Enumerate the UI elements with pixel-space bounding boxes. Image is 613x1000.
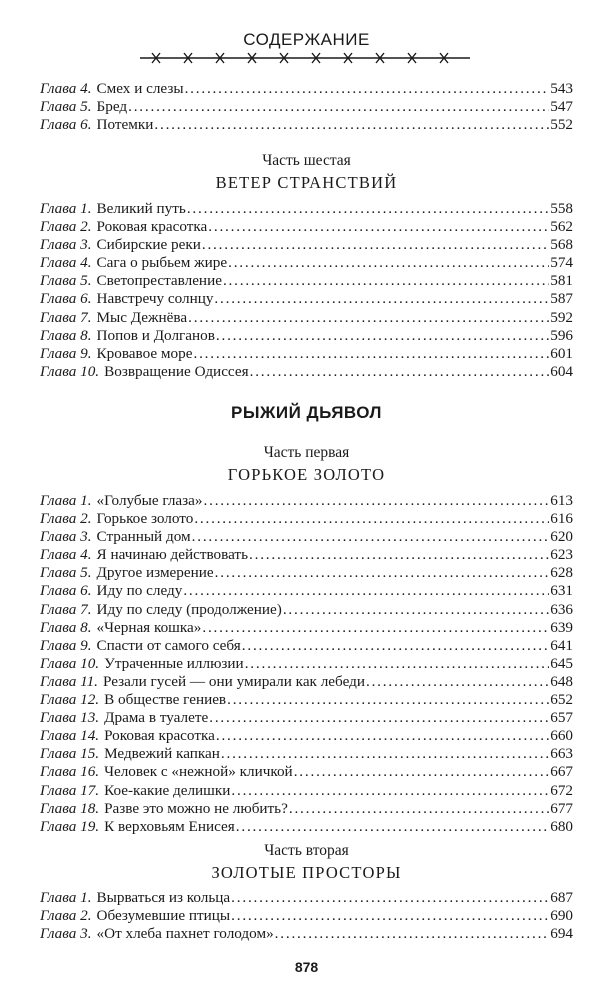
chapter-label: Глава 6. [40,582,92,600]
page-ref: 623 [550,546,573,564]
dot-leader [231,907,549,925]
part-title: ВЕТЕР СТРАНСТВИЙ [215,173,398,192]
page-ref: 568 [550,236,573,254]
toc-entry [40,782,573,800]
dot-leader [221,745,549,763]
chapter-label: Глава 14. [40,727,100,745]
chapter-label: Глава 11. [40,672,98,690]
chapter-label: Глава 4. [40,80,92,97]
page-ref: 636 [550,600,573,618]
toc-entry [40,889,573,907]
chapter-label: Глава 1. [40,200,92,217]
toc-block-continued [40,80,573,134]
page-ref: 616 [550,510,573,528]
chapter-title: Иду по следу (продолжение) [96,600,282,618]
dot-leader [223,272,549,290]
page-ref: 663 [550,745,573,763]
dot-leader [128,98,549,116]
toc-entry [40,345,573,363]
chapter-label: Глава 4. [40,254,92,272]
dot-leader [216,727,549,745]
toc-entry [40,528,573,546]
toc-entry [40,98,573,116]
chapter-label: Глава 7. [40,308,92,326]
dot-leader [154,116,549,134]
dot-leader [283,601,549,619]
page-ref: 592 [550,308,573,326]
page-ref: 631 [550,582,573,600]
page-ref: 648 [550,672,573,690]
dot-leader [193,345,549,363]
toc-entry [40,745,573,763]
toc-entry [40,727,573,745]
chapter-label: Глава 6. [40,290,92,308]
chapter-title: Кровавое море [96,344,193,362]
chapter-label: Глава 2. [40,510,92,528]
chapter-title: Бред [96,98,128,116]
chapter-label: Глава 19. [40,817,100,835]
toc-entry [40,272,573,290]
chapter-title: Драма в туалете [104,709,209,727]
chapter-label: Глава 6. [40,116,92,134]
dot-leader [208,218,549,236]
page-ref: 628 [550,564,573,582]
page-ref: 620 [550,528,573,546]
chapter-label: Глава 5. [40,272,92,290]
toc-entry [40,925,573,943]
chapter-label: Глава 17. [40,781,100,799]
chapter-title: В обществе гениев [104,691,227,709]
toc-entry [40,510,573,528]
chapter-title: Я начинаю действовать [96,546,248,564]
part-title: ГОРЬКОЕ ЗОЛОТО [227,465,386,484]
dot-leader [236,818,549,836]
dot-leader [245,655,550,673]
chapter-title: Роковая красотка [104,727,215,745]
chapter-title: Другое измерение [96,564,214,582]
dot-leader [188,309,549,327]
chapter-title: Светопреставление [96,272,222,290]
part-title: ЗОЛОТЫЕ ПРОСТОРЫ [211,863,402,882]
toc-entry [40,582,573,600]
chapter-title: Вырваться из кольца [96,889,231,906]
toc-entry [40,546,573,564]
page-ref: 652 [550,691,573,709]
chapter-title: Мыс Дежнёва [96,308,188,326]
page-ref: 672 [550,781,573,799]
dot-leader [294,763,550,781]
page-ref: 694 [550,925,573,943]
dot-leader [187,200,549,218]
toc-block-part2 [40,889,573,943]
chapter-label: Глава 8. [40,326,92,344]
page-ref: 639 [550,618,573,636]
toc-entry [40,601,573,619]
dot-leader [209,709,549,727]
page-ref: 677 [550,799,573,817]
chapter-label: Глава 2. [40,907,92,925]
chapter-label: Глава 9. [40,344,92,362]
dot-leader [216,327,549,345]
chapter-label: Глава 8. [40,618,92,636]
chapter-title: Навстречу солнцу [96,290,214,308]
chapter-label: Глава 4. [40,546,92,564]
chapter-title: «От хлеба пахнет голодом» [96,925,274,943]
chapter-title: Сага о рыбьем жире [96,254,228,272]
chapter-title: Иду по следу [96,582,183,600]
toc-entry [40,564,573,582]
page-ref: 680 [550,817,573,835]
chapter-label: Глава 9. [40,636,92,654]
dot-leader [231,889,549,907]
chapter-title: Разве это можно не любить? [104,799,288,817]
toc-entry [40,637,573,655]
chapter-title: Великий путь [96,200,186,217]
page-ref: 645 [550,654,573,672]
chapter-title: Сибирские реки [96,236,201,254]
chapter-label: Глава 2. [40,218,92,236]
chapter-label: Глава 1. [40,492,92,509]
page-ref: 587 [550,290,573,308]
page-ref: 574 [550,254,573,272]
chapter-title: Смех и слезы [96,80,184,97]
toc-entry [40,290,573,308]
chapter-title: Спасти от самого себя [96,636,241,654]
dot-leader [183,582,549,600]
chapter-label: Глава 5. [40,98,92,116]
part-label: Часть вторая [264,842,349,859]
page-ref: 547 [550,98,573,116]
dot-leader [202,236,549,254]
page-ref: 558 [550,200,573,217]
book-title: РЫЖИЙ ДЬЯВОЛ [231,403,382,422]
toc-entry [40,363,573,381]
page-ref: 604 [550,362,573,380]
toc-entry [40,218,573,236]
page-ref: 660 [550,727,573,745]
chapter-label: Глава 18. [40,799,100,817]
toc-entry [40,691,573,709]
toc-entry [40,327,573,345]
chapter-label: Глава 3. [40,528,92,546]
chapter-label: Глава 1. [40,889,92,906]
page-number: 878 [294,959,319,975]
toc-entry [40,116,573,134]
chapter-title: Медвежий капкан [104,745,220,763]
dot-leader [228,254,549,272]
page-header-title: СОДЕРЖАНИЕ [243,30,370,49]
chapter-title: Человек с «нежной» кличкой [104,763,293,781]
dot-leader [231,782,549,800]
page-ref: 596 [550,326,573,344]
page-ref: 687 [550,889,573,906]
page-ref: 581 [550,272,573,290]
chapter-title: Странный дом [96,528,191,546]
toc-block-part6 [40,200,573,381]
dot-leader [275,925,550,943]
chapter-title: «Черная кошка» [96,618,202,636]
page-ref: 552 [550,116,573,134]
page-ref: 657 [550,709,573,727]
chapter-label: Глава 3. [40,925,92,943]
toc-entry [40,907,573,925]
part-label: Часть первая [263,444,350,461]
page-ref: 641 [550,636,573,654]
dot-leader [249,546,549,564]
toc-entry [40,80,573,98]
chapter-title: К верховьям Енисея [104,817,235,835]
chapter-title: Роковая красотка [96,218,208,236]
chapter-label: Глава 7. [40,600,92,618]
toc-entry [40,763,573,781]
dot-leader [289,800,549,818]
dot-leader [250,363,550,381]
toc-entry [40,309,573,327]
part-label: Часть шестая [262,152,351,169]
dot-leader [204,492,550,510]
dot-leader [227,691,549,709]
toc-entry [40,254,573,272]
page-ref: 667 [550,763,573,781]
toc-entry [40,818,573,836]
barbed-wire-ornament-icon [140,50,470,66]
dot-leader [366,673,549,691]
page-ref: 543 [550,80,573,97]
chapter-label: Глава 10. [40,362,100,380]
chapter-label: Глава 16. [40,763,100,781]
toc-entry [40,655,573,673]
chapter-label: Глава 12. [40,691,100,709]
dot-leader [192,528,550,546]
page-ref: 613 [550,492,573,509]
chapter-title: Возвращение Одиссея [104,362,249,380]
toc-entry [40,800,573,818]
dot-leader [242,637,549,655]
chapter-title: Горькое золото [96,510,194,528]
toc-block-part1 [40,492,573,836]
chapter-title: Потемки [96,116,154,134]
page-ref: 562 [550,218,573,236]
toc-entry [40,673,573,691]
page-ref: 690 [550,907,573,925]
chapter-title: Утраченные иллюзии [104,654,244,672]
toc-entry [40,492,573,510]
toc-entry [40,619,573,637]
dot-leader [194,510,549,528]
chapter-label: Глава 10. [40,654,100,672]
chapter-label: Глава 13. [40,709,100,727]
chapter-label: Глава 3. [40,236,92,254]
chapter-title: «Голубые глаза» [96,492,203,509]
chapter-title: Резали гусей — они умирали как лебеди [102,672,365,690]
dot-leader [214,290,549,308]
chapter-label: Глава 15. [40,745,100,763]
dot-leader [202,619,549,637]
chapter-title: Кое-какие делишки [104,781,231,799]
toc-entry [40,200,573,218]
toc-entry [40,236,573,254]
chapter-label: Глава 5. [40,564,92,582]
toc-entry [40,709,573,727]
dot-leader [185,80,550,98]
chapter-title: Обезумевшие птицы [96,907,231,925]
chapter-title: Попов и Долганов [96,326,215,344]
dot-leader [215,564,550,582]
page-ref: 601 [550,344,573,362]
